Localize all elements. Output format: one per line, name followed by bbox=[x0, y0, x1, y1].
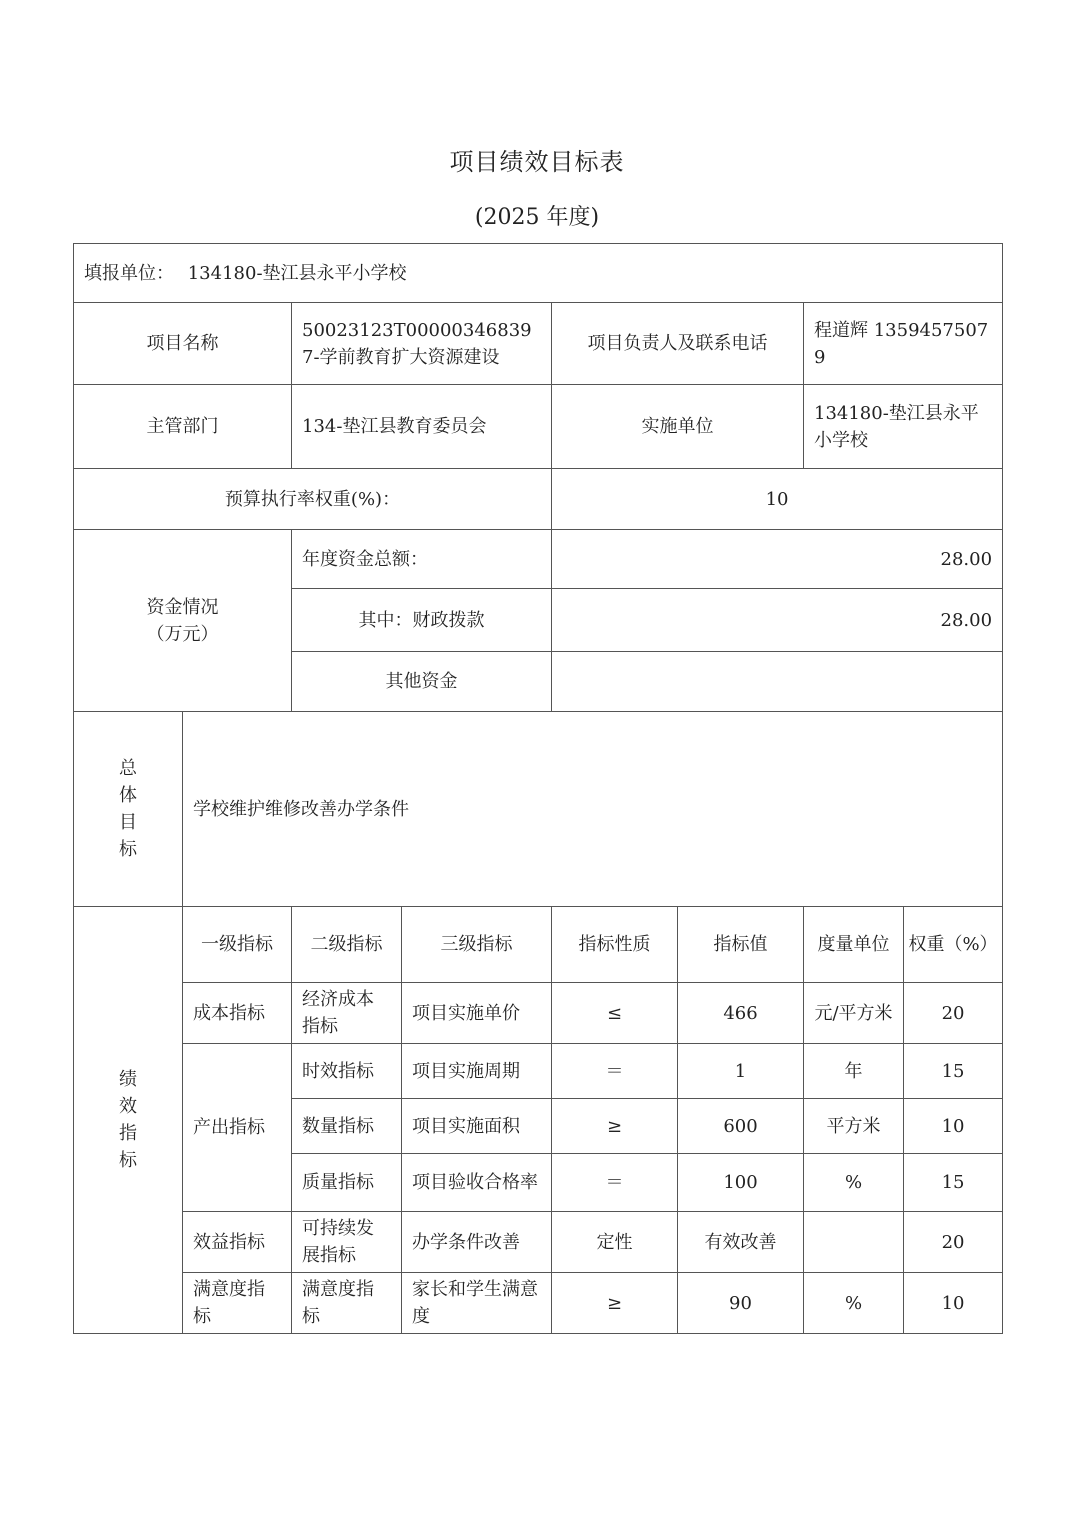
header-weight: 权重（%） bbox=[904, 907, 1003, 983]
level1-benefit: 效益指标 bbox=[183, 1212, 292, 1273]
funds-label-line2: （万元） bbox=[146, 623, 219, 645]
budget-weight-value: 10 bbox=[552, 469, 1003, 530]
level2-cell: 满意度指标 bbox=[292, 1273, 402, 1334]
value-cell: 90 bbox=[678, 1273, 804, 1334]
level2-cell: 时效指标 bbox=[292, 1044, 402, 1099]
level3-cell: 项目实施周期 bbox=[402, 1044, 552, 1099]
overall-goal-label-char: 体 bbox=[119, 785, 137, 806]
weight-cell: 15 bbox=[904, 1154, 1003, 1212]
funds-total-label: 年度资金总额： bbox=[292, 530, 552, 589]
value-cell: 有效改善 bbox=[678, 1212, 804, 1273]
performance-label-char: 绩 bbox=[119, 1069, 137, 1090]
nature-cell: ≤ bbox=[552, 983, 678, 1044]
implementing-unit-value: 134180-垫江县永平小学校 bbox=[804, 385, 1003, 469]
funds-total-row bbox=[74, 530, 1003, 589]
department-value: 134-垫江县教育委员会 bbox=[292, 385, 552, 469]
document-title: 项目绩效目标表 bbox=[449, 148, 625, 176]
performance-label-char: 指 bbox=[119, 1123, 137, 1144]
weight-cell: 10 bbox=[904, 1273, 1003, 1334]
funds-other-label: 其他资金 bbox=[292, 652, 552, 712]
value-cell: 1 bbox=[678, 1044, 804, 1099]
unit-cell: 平方米 bbox=[804, 1099, 904, 1154]
weight-cell: 20 bbox=[904, 1212, 1003, 1273]
filler-unit-cell bbox=[74, 244, 1003, 303]
table-row bbox=[74, 983, 1003, 1044]
department-row bbox=[74, 385, 1003, 469]
level1-cost: 成本指标 bbox=[183, 983, 292, 1044]
overall-goal-content: 学校维护维修改善办学条件 bbox=[183, 712, 1003, 907]
nature-cell: ＝ bbox=[552, 1044, 678, 1099]
header-unit: 度量单位 bbox=[804, 907, 904, 983]
overall-goal-label-char: 总 bbox=[119, 758, 137, 779]
budget-weight-label: 预算执行率权重(%)： bbox=[74, 469, 552, 530]
nature-cell: 定性 bbox=[552, 1212, 678, 1273]
level2-cell: 可持续发展指标 bbox=[292, 1212, 402, 1273]
nature-cell: ＝ bbox=[552, 1154, 678, 1212]
header-nature: 指标性质 bbox=[552, 907, 678, 983]
table-row bbox=[74, 1044, 1003, 1099]
funds-fiscal-label: 其中：财政拨款 bbox=[292, 589, 552, 652]
table-row bbox=[74, 1273, 1003, 1334]
filler-row bbox=[74, 244, 1003, 303]
header-level2: 二级指标 bbox=[292, 907, 402, 983]
overall-goal-row bbox=[74, 712, 1003, 907]
performance-goal-table bbox=[73, 243, 1003, 1334]
level3-cell: 项目实施单价 bbox=[402, 983, 552, 1044]
header-level3: 三级指标 bbox=[402, 907, 552, 983]
filler-unit-value: 134180-垫江县永平小学校 bbox=[187, 262, 407, 284]
weight-cell: 10 bbox=[904, 1099, 1003, 1154]
level3-cell: 项目验收合格率 bbox=[402, 1154, 552, 1212]
level1-output: 产出指标 bbox=[183, 1044, 292, 1212]
project-name-label: 项目名称 bbox=[74, 303, 292, 385]
value-cell: 100 bbox=[678, 1154, 804, 1212]
performance-label-char: 效 bbox=[119, 1096, 137, 1117]
level2-cell: 经济成本指标 bbox=[292, 983, 402, 1044]
level1-satisfaction: 满意度指标 bbox=[183, 1273, 292, 1334]
department-label: 主管部门 bbox=[74, 385, 292, 469]
filler-unit-label: 填报单位： bbox=[84, 262, 174, 284]
header-level1: 一级指标 bbox=[183, 907, 292, 983]
performance-label bbox=[74, 907, 183, 1334]
project-contact-value: 程道辉 13594575079 bbox=[804, 303, 1003, 385]
unit-cell: 年 bbox=[804, 1044, 904, 1099]
value-cell: 600 bbox=[678, 1099, 804, 1154]
project-contact-label: 项目负责人及联系电话 bbox=[552, 303, 804, 385]
level2-cell: 质量指标 bbox=[292, 1154, 402, 1212]
performance-label-char: 标 bbox=[119, 1150, 137, 1171]
funds-label-line1: 资金情况 bbox=[146, 596, 219, 618]
unit-cell bbox=[804, 1212, 904, 1273]
weight-cell: 20 bbox=[904, 983, 1003, 1044]
overall-goal-label bbox=[74, 712, 183, 907]
overall-goal-label-char: 标 bbox=[119, 839, 137, 860]
value-cell: 466 bbox=[678, 983, 804, 1044]
nature-cell: ≥ bbox=[552, 1099, 678, 1154]
funds-label bbox=[74, 530, 292, 712]
budget-weight-row bbox=[74, 469, 1003, 530]
funds-total-value: 28.00 bbox=[552, 530, 1003, 589]
level3-cell: 家长和学生满意度 bbox=[402, 1273, 552, 1334]
overall-goal-label-char: 目 bbox=[119, 812, 137, 833]
level2-cell: 数量指标 bbox=[292, 1099, 402, 1154]
performance-header-row bbox=[74, 907, 1003, 983]
funds-fiscal-value: 28.00 bbox=[552, 589, 1003, 652]
weight-cell: 15 bbox=[904, 1044, 1003, 1099]
table-row bbox=[74, 1212, 1003, 1273]
level3-cell: 项目实施面积 bbox=[402, 1099, 552, 1154]
header-value: 指标值 bbox=[678, 907, 804, 983]
project-name-row bbox=[74, 303, 1003, 385]
funds-other-value bbox=[552, 652, 1003, 712]
unit-cell: % bbox=[804, 1154, 904, 1212]
implementing-unit-label: 实施单位 bbox=[552, 385, 804, 469]
unit-cell: % bbox=[804, 1273, 904, 1334]
level3-cell: 办学条件改善 bbox=[402, 1212, 552, 1273]
unit-cell: 元/平方米 bbox=[804, 983, 904, 1044]
document-year: (2025 年度) bbox=[474, 205, 600, 230]
nature-cell: ≥ bbox=[552, 1273, 678, 1334]
project-name-value: 50023123T000003468397-学前教育扩大资源建设 bbox=[292, 303, 552, 385]
